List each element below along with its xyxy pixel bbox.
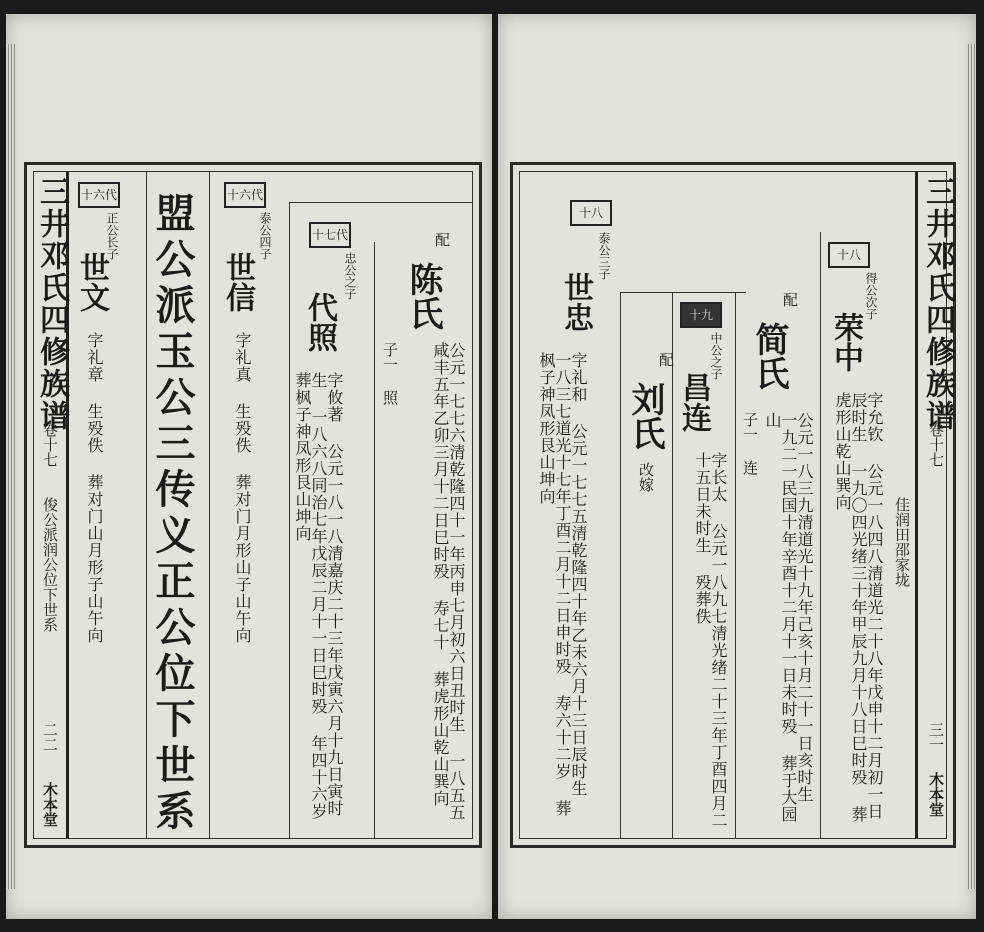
person-details: 字攸著 公元一八一八清嘉庆二十三年戊寅六月十九日寅时生 一八六八同治七年戊辰二月十一日巳时殁 年四十六岁 葬枫子神凤形艮山坤向 (293, 372, 344, 820)
relation: 中公之子 (709, 332, 723, 380)
right-page-inner-frame (519, 171, 955, 839)
person-details: 字礼章 生殁佚 葬对门山月形子山午向 (85, 332, 104, 644)
person-details: 公元一八三九清道光十九年己亥十月二十一日亥时生 一九二一民国十年辛酉十二月十一日未时殁 葬于大园山 (763, 412, 814, 823)
person-details: 字长太 公元一八九七清光绪二十三年丁酉四月二十五日未时生 殁葬佚 (693, 452, 728, 829)
volume-label: 卷十七 (927, 422, 945, 467)
person-name: 刘氏 (625, 382, 665, 450)
left-page (6, 14, 492, 919)
generation-badge: 十八 (828, 242, 870, 268)
person-name: 陈氏 (403, 262, 443, 330)
book-title: 三井邓氏四修族谱 (920, 176, 955, 432)
person-name: 世信 (220, 252, 255, 312)
person-name: 代照 (302, 292, 337, 352)
person-name: 荣中 (828, 312, 863, 372)
person-details: 字礼和 公元一七七五清乾隆四十年乙未六月十三日辰时生 一八三七道光十七年丁酉二月十二日申时殁 寿六十二岁 葬枫子神凤形艮山坤向 (537, 352, 588, 817)
children: 子一 照 (381, 342, 399, 405)
spouse-role: 配 (433, 232, 451, 247)
column-divider (820, 232, 821, 838)
person-details: 字礼真 生殁佚 葬对门月形山子山午向 (233, 332, 252, 644)
left-page-inner-frame (33, 171, 473, 839)
left-page-frame (24, 162, 482, 848)
person-name: 世文 (74, 252, 109, 312)
person-details: 字允钦 公元一八四八清道光二十八年戊申十二月初一日辰时生 一九〇四光绪三十年甲辰九月十八日巳时殁 葬虎形山乾山巽向 (833, 392, 884, 823)
relation: 泰公四子 (258, 212, 272, 260)
margin-divider (915, 172, 918, 838)
book-title: 三井邓氏四修族谱 (34, 176, 69, 432)
column-divider (289, 202, 290, 838)
right-page (498, 14, 976, 919)
row-divider (289, 202, 472, 203)
relation: 泰公三子 (597, 232, 611, 280)
publisher: 木本堂 (927, 772, 945, 817)
column-divider (735, 292, 736, 838)
column-divider (146, 172, 147, 838)
person-details: 改嫁 (637, 462, 655, 492)
person-name: 简氏 (749, 322, 789, 390)
generation-badge: 十九 (680, 302, 722, 328)
spouse-role: 配 (657, 352, 675, 367)
person-name: 世忠 (558, 272, 593, 332)
page-number: 二二 (41, 722, 59, 752)
column-divider (209, 172, 210, 838)
relation: 忠公之子 (343, 252, 357, 300)
person-name: 昌连 (676, 372, 711, 432)
children: 子一 连 (741, 412, 759, 475)
volume-label: 卷十七 (41, 422, 59, 467)
generation-badge: 十八 (570, 200, 612, 226)
generation-badge: 十六代 (224, 182, 266, 208)
page-edge (966, 44, 976, 889)
column-divider (374, 242, 375, 838)
person-details: 公元一七七六清乾隆四十一年丙申七月初六日丑时生 一八五五咸丰五年乙卯三月十二日巳时殁 寿七十 葬虎形山乾山巽向 (431, 342, 466, 821)
right-page-frame (510, 162, 956, 848)
spouse-role: 配 (781, 292, 799, 307)
generation-badge: 十七代 (309, 222, 351, 248)
relation: 正公长子 (105, 212, 119, 260)
publisher: 木本堂 (41, 782, 59, 827)
page-number: 三一 (927, 722, 945, 752)
row-divider (620, 292, 746, 293)
relation: 得公次子 (864, 272, 878, 320)
section-label: 俊公派润公位下世系 (41, 497, 59, 632)
column-divider (620, 292, 621, 838)
lineage-heading: 盟公派玉公三传义正公位下世系 (149, 192, 196, 836)
section-label: 佳润田邵家垅 (893, 497, 911, 587)
column-divider (672, 292, 673, 838)
page-edge (6, 44, 16, 889)
generation-badge: 十六代 (78, 182, 120, 208)
